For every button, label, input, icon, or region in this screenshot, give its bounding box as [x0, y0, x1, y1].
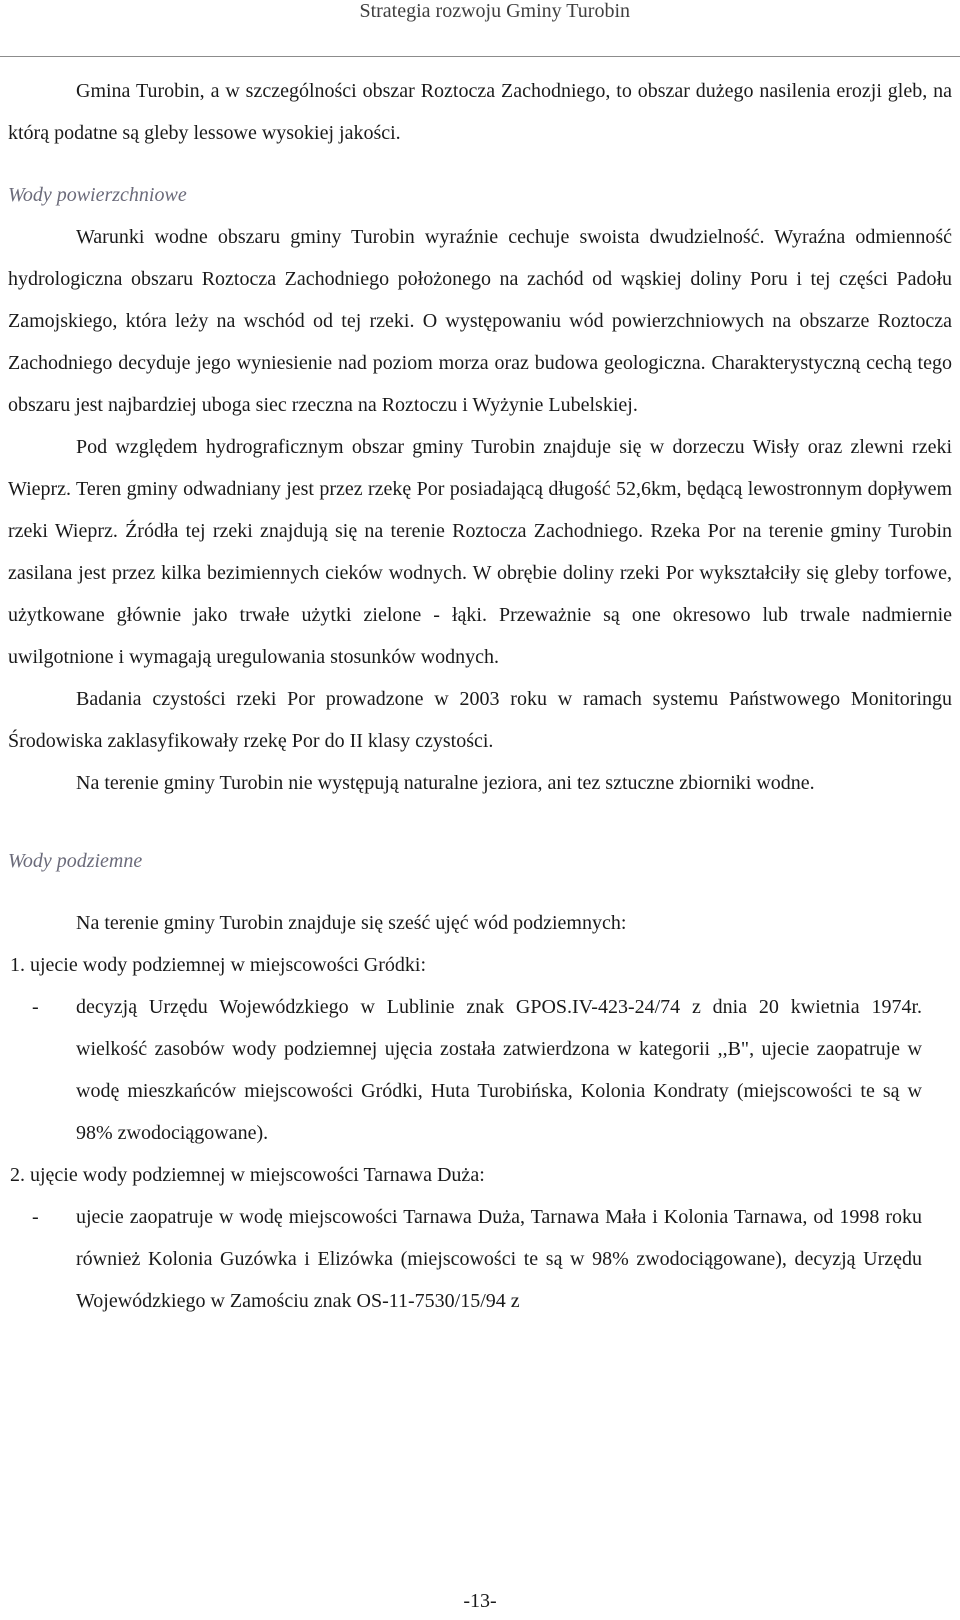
- surface-paragraph-2: Pod względem hydrograficznym obszar gminy Turobin znajduje się w dorzeczu Wisły oraz zlewni rzeki Wieprz. Teren gminy odwadniany jest przez rzekę Por posiadającą długość 52,6km, będącą lewostronnym dopływem rzeki Wieprz. Źródła tej rzeki znajdują się na terenie Roztocza Zachodniego. Rzeka Por na terenie gminy Turobin zasilana jest przez kilka bezimiennych cieków wodnych. W obrębie doliny rzeki Por wykształciły się gleby torfowe, użytkowane głównie jako trwałe użytki zielone - łąki. Przeważnie są one okresowo lub trwale nadmiernie uwilgotnione i wymagają uregulowania stosunków wodnych.: [8, 436, 952, 668]
- list-item-1-text: decyzją Urzędu Wojewódzkiego w Lublinie znak GPOS.IV-423-24/74 z dnia 20 kwietnia 1974r. wielkość zasobów wody podziemnej ujęcia została zatwierdzona w kategorii ,,B", ujecie zaopatruje w wodę mieszkańców miejscowości Gródki, Huta Turobińska, Kolonia Kondraty (miejscowości te są w 98% zwodociągowane).: [76, 996, 922, 1144]
- dash-bullet: -: [32, 996, 39, 1018]
- header-title: Strategia rozwoju Gminy Turobin: [359, 0, 630, 22]
- surface-paragraph-1: Warunki wodne obszaru gminy Turobin wyraźnie cechuje swoista dwudzielność. Wyraźna odmienność hydrologiczna obszaru Roztocza Zachodniego położonego na zachód od wąskiej doliny Poru i tej części Padołu Zamojskiego, która leży na wschód od tej rzeki. O występowaniu wód powierzchniowych na obszarze Roztocza Zachodniego decyduje jego wyniesienie nad poziom morza oraz budowa geologiczna. Charakterystyczną cechą tego obszaru jest najbardziej uboga siec rzeczna na Roztoczu i Wyżynie Lubelskiej.: [8, 226, 952, 416]
- dash-bullet: -: [32, 1206, 39, 1228]
- surface-paragraph-3: Badania czystości rzeki Por prowadzone w 2003 roku w ramach systemu Państwowego Monitoringu Środowiska zaklasyfikowały rzekę Por do II klasy czystości.: [8, 688, 952, 752]
- list-item-2-detail: [8, 1196, 952, 1322]
- document-body: [8, 70, 952, 1322]
- groundwater-paragraph-1: Na terenie gminy Turobin znajduje się sześć ujęć wód podziemnych:: [76, 912, 627, 934]
- list-item-2-label: 2. ujęcie wody podziemnej w miejscowości Tarnawa Duża:: [10, 1164, 485, 1186]
- section-heading-surface-water: Wody powierzchniowe: [8, 184, 187, 206]
- intro-paragraph: Gmina Turobin, a w szczególności obszar Roztocza Zachodniego, to obszar dużego nasilenia erozji gleb, na którą podatne są gleby lessowe wysokiej jakości.: [8, 80, 952, 144]
- list-item-1-detail: [8, 986, 952, 1154]
- section-heading-groundwater: Wody podziemne: [8, 850, 143, 872]
- surface-paragraph-4: Na terenie gminy Turobin nie występują naturalne jeziora, ani tez sztuczne zbiorniki wodne.: [76, 772, 815, 794]
- list-item-1-label: 1. ujecie wody podziemnej w miejscowości Gródki:: [10, 954, 427, 976]
- page-number: -13-: [463, 1590, 497, 1612]
- page-header: [0, 0, 960, 57]
- list-item-2-text: ujecie zaopatruje w wodę miejscowości Tarnawa Duża, Tarnawa Mała i Kolonia Tarnawa, od 1998 roku również Kolonia Guzówka i Elizówka (miejscowości te są w 98% zwodociągowane), decyzją Urzędu Wojewódzkiego w Zamościu znak OS-11-7530/15/94 z: [76, 1206, 922, 1312]
